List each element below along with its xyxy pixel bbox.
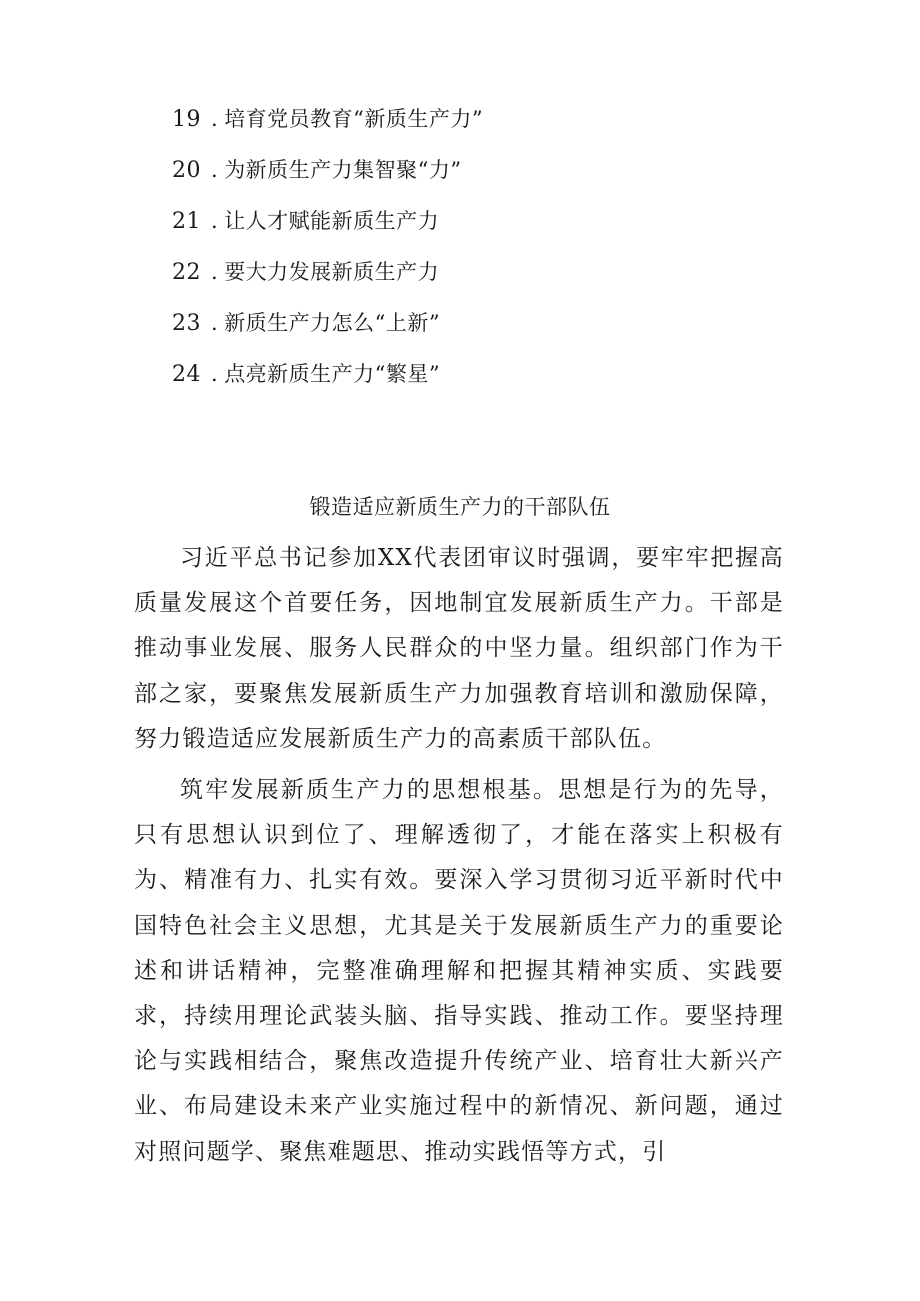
toc-item-number: 23: [172, 311, 201, 336]
article-paragraph: 筑牢发展新质生产力的思想根基。思想是行为的先导，只有思想认识到位了、理解透彻了，才能在落实上积极有为、精准有力、扎实有效。要深入学习贯彻习近平新时代中国特色社会主义思想，尤其是关于发展新质生产力的重要论述和讲话精神，完整准确理解和把握其精神实质、实践要求，持续用理论武装头脑、指导实践、推动工作。要坚持理论与实践相结合，聚焦改造提升传统产业、培育壮大新兴产业、布局建设未来产业实施过程中的新情况、新问题，通过对照问题学、聚焦难题思、推动实践悟等方式，引: [134, 777, 784, 1165]
article-paragraph: 习近平总书记参加XX代表团审议时强调，要牢牢把握高质量发展这个首要任务，因地制宜发展新质生产力。干部是推动事业发展、服务人民群众的中坚力量。组织部门作为干部之家，要聚焦发展新质生产力加强教育培训和激励保障，努力锻造适应发展新质生产力的高素质干部队伍。: [134, 545, 784, 752]
toc-item-separator: .: [211, 209, 219, 233]
toc-item-separator: .: [211, 158, 219, 182]
toc-item: [172, 298, 483, 349]
toc-item-number: 19: [172, 107, 201, 132]
toc-item-title: 新质生产力怎么“上新”: [224, 311, 441, 335]
toc-item-title: 要大力发展新质生产力: [224, 260, 440, 284]
toc-item-separator: .: [211, 311, 219, 335]
toc-item-separator: .: [211, 107, 219, 131]
toc-item: [172, 247, 483, 298]
article-title: 锻造适应新质生产力的干部队伍: [309, 495, 611, 519]
toc-item-title: 培育党员教育“新质生产力”: [224, 107, 484, 131]
table-of-contents: [172, 94, 483, 400]
toc-item-title: 点亮新质生产力“繁星”: [224, 362, 441, 386]
toc-item-title: 让人才赋能新质生产力: [224, 209, 440, 233]
toc-item: [172, 145, 483, 196]
toc-item: [172, 94, 483, 145]
toc-item: [172, 196, 483, 247]
article-body: [134, 536, 784, 1175]
toc-item-number: 21: [172, 209, 201, 234]
toc-item-separator: .: [211, 260, 219, 284]
toc-item-separator: .: [211, 362, 219, 386]
toc-item-number: 20: [172, 158, 201, 183]
toc-item-number: 22: [172, 260, 201, 285]
toc-item-title: 为新质生产力集智聚“力”: [224, 158, 462, 182]
toc-item-number: 24: [172, 362, 201, 387]
toc-item: [172, 349, 483, 400]
